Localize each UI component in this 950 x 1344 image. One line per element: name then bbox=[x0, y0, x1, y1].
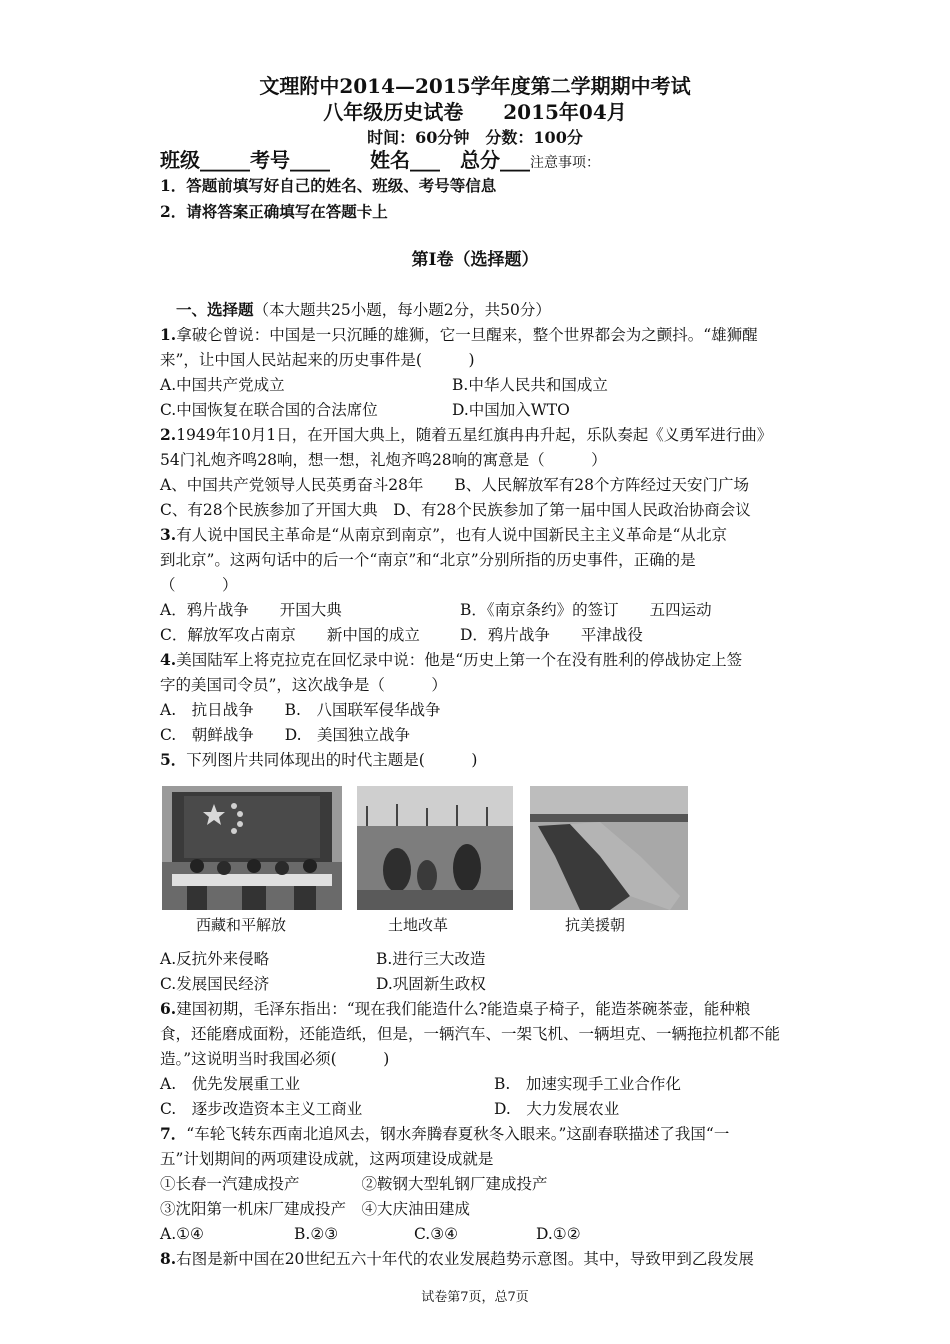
q8-line-1 bbox=[160, 1247, 754, 1271]
photo-land-reform-image bbox=[357, 786, 513, 910]
q2-line-1 bbox=[160, 423, 772, 447]
q1-option-c: C.中国恢复在联合国的合法席位 bbox=[160, 401, 378, 419]
q3-line-1-text: 有人说中国民主革命是“从南京到南京”，也有人说中国新民主主义革命是“从北京 bbox=[176, 526, 727, 544]
q2-options-cd: C、有28个民族参加了开国大典 D、有28个民族参加了第一届中国人民政治协商会议 bbox=[160, 501, 751, 519]
q6-line-1-number: 6. bbox=[160, 999, 177, 1018]
q7-line-1 bbox=[160, 1122, 729, 1146]
q7-line-1-number: 7． bbox=[160, 1124, 187, 1143]
notice-label: 注意事项： bbox=[530, 155, 600, 171]
info-fields-text: 班级_____考号____ 姓名___ 总分___ bbox=[160, 148, 530, 172]
q7-item-34: ③沈阳第一机床厂建成投产 ④大庆油田建成 bbox=[160, 1200, 471, 1218]
section-title: 第I卷（选择题） bbox=[411, 250, 539, 270]
q6-option-c: C. 逐步改造资本主义工商业 bbox=[160, 1100, 363, 1118]
q3-line-1-number: 3. bbox=[160, 525, 177, 544]
q1-option-a: A.中国共产党成立 bbox=[160, 376, 285, 394]
part-heading bbox=[176, 298, 551, 322]
page-footer: 试卷第7页，总7页 bbox=[421, 1290, 529, 1305]
q3-line-2: 到北京”。这两句话中的后一个“南京”和“北京”分别所指的历史事件，正确的是 bbox=[160, 551, 696, 569]
q6-option-a: A. 优先发展重工业 bbox=[160, 1075, 301, 1093]
q1-option-d: D.中国加入WTO bbox=[452, 401, 570, 419]
q4-line-1-number: 4. bbox=[160, 650, 177, 669]
photo-tibet bbox=[162, 786, 342, 910]
q3-option-c: C．解放军攻占南京 新中国的成立 bbox=[160, 626, 420, 644]
q5-line-1-text: 下列图片共同体现出的时代主题是( ) bbox=[186, 751, 478, 769]
photo-korea-war-image bbox=[530, 786, 688, 910]
q6-line-3: 造。”这说明当时我国必须( ) bbox=[160, 1050, 390, 1068]
q1-option-b: B.中华人民共和国成立 bbox=[452, 376, 608, 394]
q2-line-1-text: 1949年10月1日，在开国大典上，随着五星红旗冉冉升起，乐队奏起《义勇军进行曲》 bbox=[176, 426, 773, 444]
exam-title: 文理附中2014—2015学年度第二学期期中考试 bbox=[259, 74, 691, 98]
q2-options-ab: A、中国共产党领导人民英勇奋斗28年 B、人民解放军有28个方阵经过天安门广场 bbox=[160, 476, 750, 494]
q4-line-1 bbox=[160, 648, 742, 672]
notice-1: 1．答题前填写好自己的姓名、班级、考号等信息 bbox=[160, 176, 497, 195]
q3-line-1 bbox=[160, 523, 727, 547]
q3-option-a: A．鸦片战争 开国大典 bbox=[160, 601, 342, 619]
q6-line-1-text: 建国初期，毛泽东指出：“现在我们能造什么?能造桌子椅子，能造茶碗茶壶，能种粮 bbox=[176, 1000, 751, 1018]
q3-option-d: D．鸦片战争 平津战役 bbox=[460, 626, 643, 644]
q6-line-1 bbox=[160, 997, 750, 1021]
photo-land-reform bbox=[357, 786, 513, 910]
exam-subtitle: 八年级历史试卷 2015年04月 bbox=[323, 100, 627, 124]
q5-option-a: A.反抗外来侵略 bbox=[160, 950, 270, 968]
q7-option-d: D.①② bbox=[536, 1225, 581, 1243]
student-info-fields bbox=[160, 148, 600, 175]
q6-option-d: D. 大力发展农业 bbox=[494, 1100, 620, 1118]
caption-land-reform: 土地改革 bbox=[388, 916, 449, 934]
q5-option-d: D.巩固新生政权 bbox=[376, 975, 486, 993]
q1-line-1-text: 拿破仑曾说：中国是一只沉睡的雄狮，它一旦醒来，整个世界都会为之颤抖。“雄狮醒 bbox=[176, 326, 758, 344]
q5-option-b: B.进行三大改造 bbox=[376, 950, 486, 968]
photo-tibet-image bbox=[162, 786, 342, 910]
q6-option-b: B. 加速实现手工业合作化 bbox=[494, 1075, 681, 1093]
q5-option-c: C.发展国民经济 bbox=[160, 975, 270, 993]
q7-line-1-text: “车轮飞转东西南北追风去，钢水奔腾春夏秋冬入眼来。”这副春联描述了我国“一 bbox=[186, 1125, 730, 1143]
q4-line-2: 字的美国司令员”，这次战争是（ ） bbox=[160, 676, 447, 694]
q8-line-1-text: 右图是新中国在20世纪五六十年代的农业发展趋势示意图。其中，导致甲到乙段发展 bbox=[176, 1250, 754, 1268]
q5-line-1-number: 5． bbox=[160, 750, 187, 769]
q1-line-2: 来”，让中国人民站起来的历史事件是( ) bbox=[160, 351, 475, 369]
q4-line-1-text: 美国陆军上将克拉克在回忆录中说：他是“历史上第一个在没有胜利的停战协定上签 bbox=[176, 651, 743, 669]
caption-tibet: 西藏和平解放 bbox=[196, 916, 287, 934]
q2-line-1-number: 2. bbox=[160, 425, 177, 444]
photo-korea-war bbox=[530, 786, 688, 910]
q4-options-ab: A. 抗日战争 B. 八国联军侵华战争 bbox=[160, 701, 441, 719]
notice-2: 2．请将答案正确填写在答题卡上 bbox=[160, 202, 388, 221]
q8-line-1-number: 8. bbox=[160, 1249, 177, 1268]
q7-option-a: A.①④ bbox=[160, 1225, 204, 1243]
q7-option-c: C.③④ bbox=[414, 1225, 459, 1243]
q3-line-3: （ ） bbox=[160, 576, 238, 594]
q4-options-cd: C. 朝鲜战争 D. 美国独立战争 bbox=[160, 726, 411, 744]
q5-line-1 bbox=[160, 748, 477, 772]
q2-line-2: 54门礼炮齐鸣28响，想一想，礼炮齐鸣28响的寓意是（ ） bbox=[160, 451, 607, 469]
part-title: 一、选择题 bbox=[176, 300, 254, 319]
q7-option-b: B.②③ bbox=[294, 1225, 339, 1243]
q1-line-1-number: 1. bbox=[160, 325, 177, 344]
q7-line-2: 五”计划期间的两项建设成就，这两项建设成就是 bbox=[160, 1150, 494, 1168]
part-desc: （本大题共25小题，每小题2分，共50分） bbox=[253, 301, 551, 319]
q6-line-2: 食，还能磨成面粉，还能造纸，但是，一辆汽车、一架飞机、一辆坦克、一辆拖拉机都不能 bbox=[160, 1025, 781, 1043]
q7-item-12: ①长春一汽建成投产 ②鞍钢大型轧钢厂建成投产 bbox=[160, 1175, 548, 1193]
q3-option-b: B．《南京条约》的签订 五四运动 bbox=[460, 601, 712, 619]
caption-korea-war: 抗美援朝 bbox=[565, 916, 626, 934]
exam-time-score: 时间：60分钟 分数：100分 bbox=[367, 128, 583, 147]
q1-line-1 bbox=[160, 323, 758, 347]
